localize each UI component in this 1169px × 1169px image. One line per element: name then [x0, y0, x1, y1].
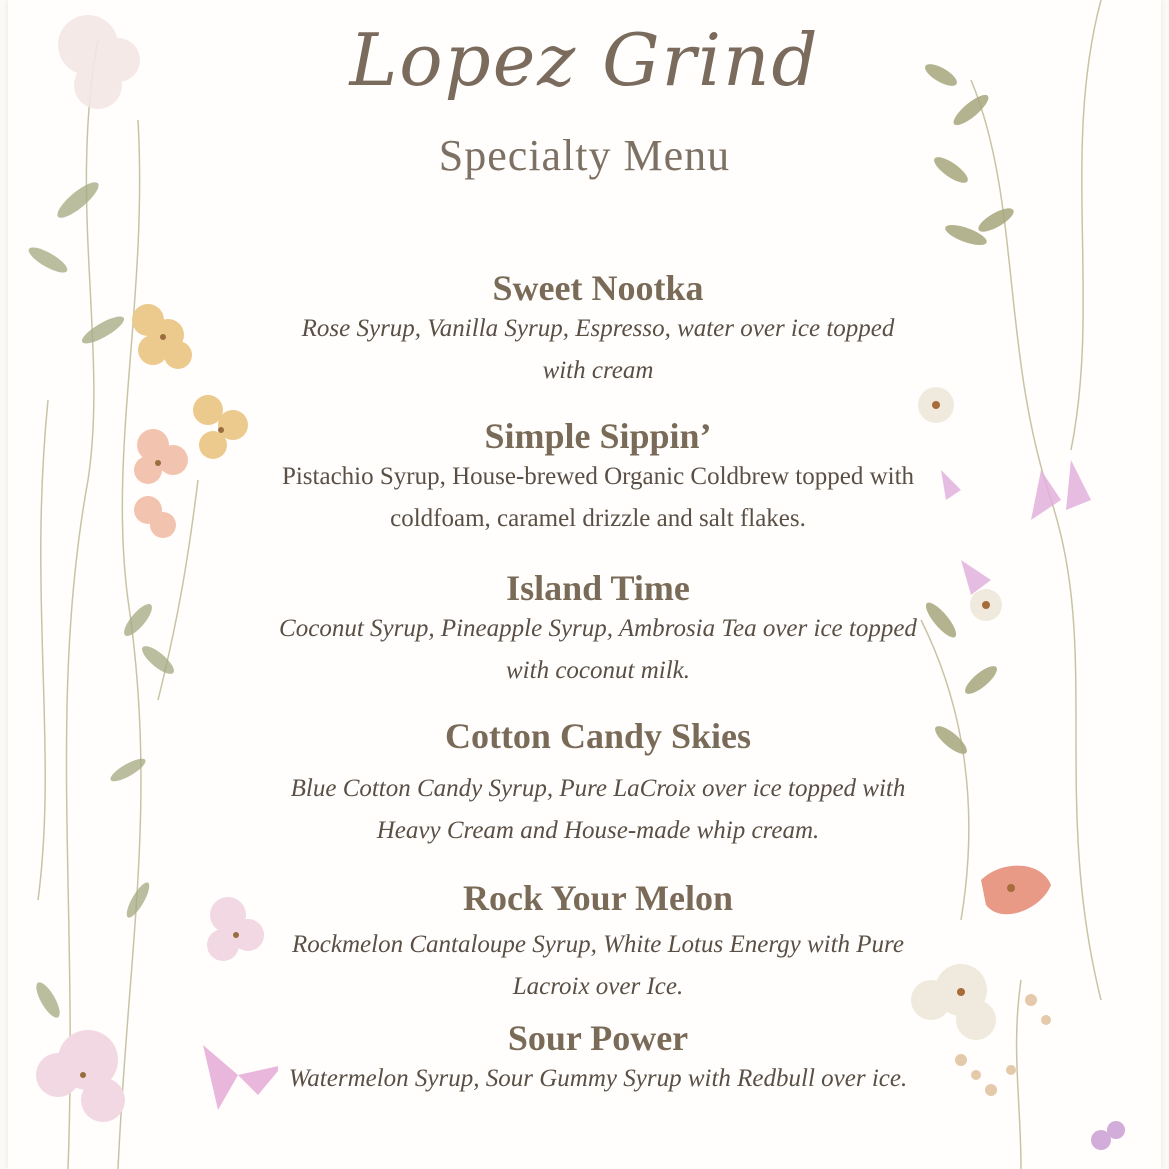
menu-item [278, 416, 918, 540]
menu-item [278, 1018, 918, 1100]
menu-item [278, 878, 918, 1008]
menu-item [278, 568, 918, 692]
menu-item-description: Watermelon Syrup, Sour Gummy Syrup with Redbull over ice. [288, 1065, 908, 1092]
menu-item-description: Rose Syrup, Vanilla Syrup, Espresso, water over ice topped with cream [301, 315, 895, 384]
menu-item-name: Sweet Nootka [492, 268, 704, 308]
menu-item-name: Sour Power [507, 1018, 689, 1058]
menu-item [278, 716, 918, 852]
menu-item-description: Blue Cotton Candy Syrup, Pure LaCroix over ice topped with Heavy Cream and House-made whip cream. [290, 775, 906, 844]
menu-item-name: Island Time [506, 568, 690, 608]
page-title: Lopez Grind [349, 18, 820, 102]
menu-item-name: Rock Your Melon [463, 878, 733, 918]
menu-item-name: Simple Sippin’ [484, 416, 712, 456]
menu-item-name: Cotton Candy Skies [444, 716, 752, 756]
menu-item-description: Rockmelon Cantaloupe Syrup, White Lotus Energy with Pure Lacroix over Ice. [292, 931, 904, 1000]
menu-item-description: Pistachio Syrup, House-brewed Organic Coldbrew topped with coldfoam, caramel drizzle and salt flakes. [281, 463, 915, 532]
menu-item [278, 268, 918, 392]
menu-item-description: Coconut Syrup, Pineapple Syrup, Ambrosia Tea over ice topped with coconut milk. [279, 615, 917, 684]
page-subtitle: Specialty Menu [438, 131, 731, 180]
menu-page [8, 0, 1161, 1169]
